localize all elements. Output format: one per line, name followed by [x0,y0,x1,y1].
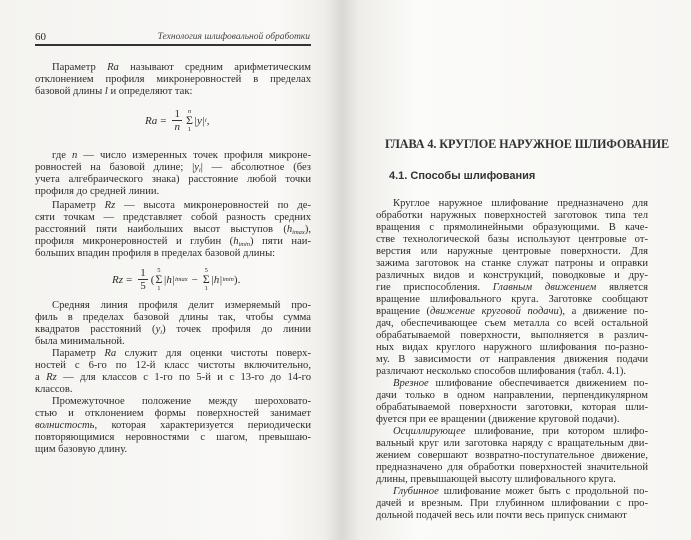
text-segment: длины, превышающей высоту шлифовального круга. [376,473,616,485]
text-line [35,312,311,323]
sigma: Σ [155,272,163,286]
text-line [35,384,311,395]
text-segment: щим базовую длину. [35,443,128,455]
text-segment: ), а движение по- [558,305,648,317]
text-segment: филь в пределах базовой длины так, чтобы сумма [35,311,311,323]
text-line [376,270,648,281]
italic-text: y [194,161,199,173]
text-segment: является [596,281,648,293]
text-line [35,420,311,431]
text-line [35,444,311,455]
text-segment: Круглое наружное шлифование предназначено для [393,197,648,209]
formula-ra: Ra = $\frac{1}{n}$ n Σ 1 |y| i , [145,108,210,133]
text-segment: гие приспособления. [376,281,493,293]
formula-lhs: Ra [145,114,158,127]
paren-open: ( [150,273,155,286]
text-line [35,372,311,383]
text-segment: была минимальной. [35,335,125,347]
subscript: i [198,166,201,174]
italic-text: Rz [46,371,57,383]
italic-text: движение круговой подачи [430,305,559,317]
text-segment: расстояний пяти наибольших высот выступов ( [35,223,287,235]
text-segment: дач, обеспечивающее съем металла со всей остальной [376,317,648,329]
italic-text: Главным движением [492,281,597,293]
italic-text: Ra [107,61,119,73]
text-line [376,222,648,233]
text-segment: вальный круг или заготовка наряду с вращательным дви- [376,437,648,449]
text-line [376,474,648,485]
text-segment: ностей с 6-го по 12-й класс чистоты включительно, [35,359,311,371]
text-line [393,486,648,497]
sigma: Σ [185,113,193,127]
text-segment: , которая характеризуется периодически [94,419,311,431]
text-segment: где [52,149,72,161]
italic-text: Ra [104,347,117,359]
text-line [376,294,648,305]
text-line [376,366,648,377]
text-segment: ), [304,223,311,235]
text-segment: шлифование обеспечивается движением по- [428,377,648,389]
formula-term: |h| [210,273,223,286]
text-segment: стве технологической базы используют центровые от- [376,233,648,245]
text-segment: дачи только в одном направлении, перпендикулярном [376,389,648,401]
text-segment: Параметр [52,61,108,73]
text-segment: служит для оценки чистоты поверх- [116,347,311,359]
text-line [52,300,311,311]
text-segment: классов. [35,383,73,395]
text-line [52,396,311,407]
section-title: 4.1. Способы шлифования [389,170,536,182]
italic-text: y [155,323,161,335]
header-rule [35,44,311,46]
text-segment: Параметр [52,347,105,359]
text-line [35,174,311,185]
text-line [376,390,648,401]
numerator: 1 [140,267,146,279]
denominator: n [174,121,180,133]
text-segment: и определяют так: [107,85,193,97]
text-segment: предназначено для обработки поверхностей значительной [376,461,648,473]
text-segment: обработки наружных поверхностей заготовок типа тел [376,209,648,221]
text-line [35,336,311,347]
text-segment: больших впадин профиля в пределах базовой длины: [35,247,276,259]
text-line [376,330,648,341]
text-segment: вращения с прямолинейными образующими. В каче- [376,221,648,233]
text-segment: профиля до средней линии. [35,185,160,197]
italic-text: Rz [104,199,116,211]
text-segment: дольной подачей весь или почти весь припуск снимают [376,509,627,521]
text-segment: называют средним арифметическим [118,61,311,73]
text-segment: ровностей на базовой длине; | [35,161,195,173]
text-segment: — высота микронеровностей по де- [115,199,311,211]
text-line [376,318,648,329]
text-line [376,282,648,293]
formula-rz: Rz = $\frac{1}{5}$ ( 5 Σ 1 |h| imax − 5 Σ 1 |h| imin ). [112,267,241,292]
formula-term: |h| [163,273,175,286]
sum-lower: 1 [187,126,192,133]
text-segment: Промежуточное положение между шероховато- [52,395,311,407]
text-line [35,360,311,371]
text-segment: различных видов и конструкций, поводковые и дру- [376,269,648,281]
text-segment: профиля микронеровностей и глубин ( [35,235,234,247]
text-segment: | — абсолютное (без [200,161,311,173]
text-line [35,248,311,259]
sum-upper: n [187,108,192,115]
text-segment: ных видах круглого наружного шлифования по-разно- [376,341,648,353]
text-segment: ) точек профиля до линии [162,323,311,335]
subscript: i [160,328,163,336]
text-segment: дачей и врезным. При глубинном шлифовании с про- [376,497,648,509]
italic-text: Врезное [393,377,429,389]
text-segment: повторяющимися неровностями с шагом, превышаю- [35,431,311,443]
text-segment: зажима заготовок на станке служат патроны и оправки [376,257,648,269]
text-line [376,234,648,245]
text-line [376,402,648,413]
sum-lower: 1 [204,285,208,292]
text-segment: вращение шлифовального круга. Заготовке сообщают [376,293,648,305]
text-line [52,200,311,211]
text-segment: сяти точкам — представляет собой разность средних [35,211,311,223]
text-line [52,348,311,359]
text-line [376,510,648,521]
text-line [376,306,648,317]
formula-term: |y| [193,114,205,127]
text-line [35,432,311,443]
text-line [52,62,311,73]
text-segment: жением совершают возвратно-поступательное движение, [376,449,648,461]
sum-lower: 1 [157,285,161,292]
text-segment: шлифование может быть с продольной по- [438,485,648,497]
italic-text: Осциллирующее [393,425,466,437]
text-segment: — для классов с 1-го по 5-й и с 13-го до 14-го [56,371,311,383]
text-line [35,236,311,247]
text-segment: отклонением профиля микронеровностей в пределах [35,73,311,85]
text-line [376,438,648,449]
italic-text: Глубинное [393,485,439,497]
text-segment: различают несколько способов шлифования (табл. 4.1). [376,365,627,377]
formula-eq: = [126,273,133,286]
fraction [138,267,148,292]
text-line [376,462,648,473]
summation [203,267,210,292]
text-segment: вращение ( [376,305,431,317]
text-line [376,258,648,269]
text-segment: стью и отклонением формы поверхностей занимает [35,407,311,419]
denominator: 5 [140,280,146,292]
text-line [376,414,648,425]
text-line [376,498,648,509]
text-line [35,86,311,97]
subscript: imax [292,228,305,236]
text-line [376,342,648,353]
summation [186,108,193,133]
text-line [393,426,648,437]
formula-eq: = [160,114,167,127]
minus: − [191,273,198,286]
italic-text: волнистость [35,419,95,431]
numerator: 1 [174,108,180,120]
text-segment: учета алгебраического знака) расстояние любой точки [35,173,311,185]
sum-upper: 5 [157,267,161,274]
text-segment: му. В зависимости от направления движения подачи [376,353,648,365]
text-line [376,354,648,365]
text-segment: Параметр [52,199,105,211]
text-line [52,150,311,161]
text-segment: обрабатываемой поверхности, выполняется в различ- [376,329,648,341]
running-title: Технология шлифовальной обработки [157,32,310,42]
text-line [35,74,311,85]
text-segment: ) пяти наи- [250,235,311,247]
formula-end: , [206,114,210,127]
chapter-title: ГЛАВА 4. КРУГЛОЕ НАРУЖНОЕ ШЛИФОВАНИЕ [385,137,670,151]
text-segment: Средняя линия профиля делит измеряемый про- [52,299,311,311]
text-line [35,408,311,419]
text-segment: квадратов расстояний ( [35,323,156,335]
text-segment: верстия или наружные центровые поверхности. Для [376,245,648,257]
page-number: 60 [35,31,46,43]
text-line [376,246,648,257]
text-segment: обрабатываемой поверхности заготовки, которая шли- [376,401,648,413]
text-line [35,224,311,235]
italic-text: h [233,235,239,247]
text-line [393,198,648,209]
text-line [35,324,311,335]
subscript: imin [238,240,251,248]
text-segment: фуется при ее вращении (движение круговой подачи). [376,413,620,425]
text-line [376,450,648,461]
text-segment: базовой длины [35,85,105,97]
summation [155,267,162,292]
fraction [172,108,182,133]
sum-upper: 5 [204,267,208,274]
text-line [35,186,311,197]
text-segment: а [35,371,47,383]
formula-lhs: Rz [112,273,123,286]
italic-text: h [286,223,293,235]
text-segment: — число измеренных точек профиля микроне- [77,149,311,161]
sigma: Σ [202,272,210,286]
text-line [35,212,311,223]
paren-close: ). [233,273,241,286]
italic-text: n [71,149,78,161]
italic-text: l [104,85,108,97]
text-line [376,210,648,221]
text-segment: шлифование, при котором шлифо- [465,425,648,437]
text-line [393,378,648,389]
text-line [35,162,311,173]
